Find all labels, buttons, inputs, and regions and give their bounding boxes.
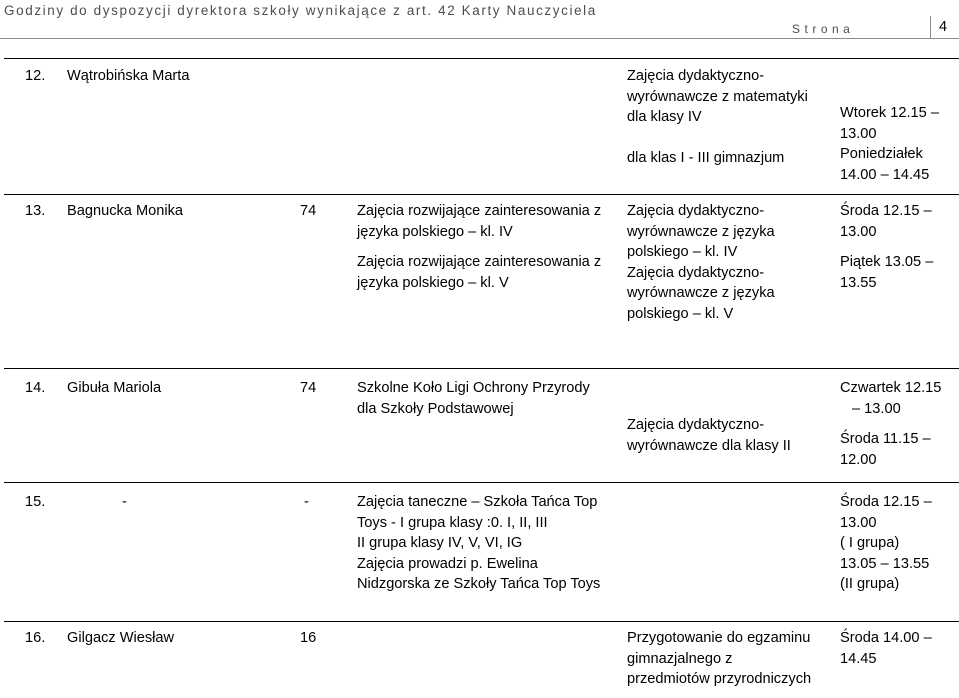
schedule-line: (II grupa) <box>840 576 900 593</box>
schedule-line: ( I grupa) <box>840 535 900 552</box>
development-line: Toys - I grupa klasy :0. I, II, III <box>357 514 548 531</box>
schedule-line: Środa 12.15 – <box>840 494 932 510</box>
schedule-line: 14.00 – 14.45 <box>840 166 930 183</box>
compensatory-line: Zajęcia dydaktyczno- <box>627 68 765 84</box>
teacher-name: Bagnucka Monika <box>67 203 184 219</box>
development-line: Zajęcia taneczne – Szkoła Tańca Top <box>357 494 598 510</box>
schedule-line: 13.55 <box>840 274 877 291</box>
compensatory-classes <box>627 415 791 456</box>
compensatory-line: Zajęcia dydaktyczno- <box>627 417 765 433</box>
compensatory-classes <box>627 201 775 325</box>
row-divider <box>4 194 959 195</box>
schedule-line: 12.00 <box>840 451 877 468</box>
hours: 16 <box>300 630 317 646</box>
hours: 74 <box>300 203 317 219</box>
row-divider <box>4 368 959 369</box>
schedule-line: 13.00 <box>840 514 877 531</box>
row-divider <box>4 58 959 59</box>
row-divider <box>4 621 959 622</box>
development-classes <box>357 378 590 419</box>
compensatory-classes <box>627 628 811 690</box>
schedule-line: Poniedziałek <box>840 146 923 163</box>
schedule <box>840 201 933 293</box>
compensatory-line: polskiego – kl. V <box>627 305 734 322</box>
hours: 74 <box>300 380 317 396</box>
development-classes <box>357 201 601 293</box>
development-line: Szkolne Koło Ligi Ochrony Przyrody <box>357 380 590 396</box>
development-line: Zajęcia prowadzi p. Ewelina <box>357 555 538 572</box>
development-line: Zajęcia rozwijające zainteresowania z <box>357 203 602 219</box>
development-line: dla Szkoły Podstawowej <box>357 400 514 417</box>
schedule-line: 14.45 <box>840 650 877 667</box>
compensatory-line: polskiego – kl. IV <box>627 244 738 261</box>
header-divider <box>0 38 959 39</box>
schedule-line: Środa 14.00 – <box>840 630 932 646</box>
development-classes <box>357 492 600 595</box>
teacher-name: Wątrobińska Marta <box>67 68 190 84</box>
development-line: Nidzgorska ze Szkoły Tańca Top Toys <box>357 576 601 593</box>
schedule-line: – 13.00 <box>852 400 901 417</box>
development-line: języka polskiego – kl. V <box>357 274 509 291</box>
schedule-line: Środa 12.15 – <box>840 203 932 219</box>
compensatory-line: Przygotowanie do egzaminu <box>627 630 811 646</box>
header-title: Godziny do dyspozycji dyrektora szkoły wynikające z art. 42 Karty Nauczyciela <box>4 3 597 18</box>
schedule-line: Piątek 13.05 – <box>840 254 934 271</box>
header-page-label: Strona <box>792 22 855 36</box>
schedule-line: Środa 11.15 – <box>840 431 931 448</box>
teacher-name: Gilgacz Wiesław <box>67 630 175 646</box>
development-line: języka polskiego – kl. IV <box>357 223 513 240</box>
schedule-line: Czwartek 12.15 <box>840 380 942 396</box>
header-page-number: 4 <box>930 16 947 38</box>
schedule <box>840 378 941 470</box>
hours: - <box>304 494 309 510</box>
schedule <box>840 628 932 669</box>
row-number: 14. <box>25 380 46 396</box>
schedule-line: 13.05 – 13.55 <box>840 555 930 572</box>
schedule <box>840 103 939 185</box>
development-line: II grupa klasy IV, V, VI, IG <box>357 535 523 552</box>
development-line: Zajęcia rozwijające zainteresowania z <box>357 254 602 271</box>
row-number: 12. <box>25 68 46 84</box>
compensatory-line: wyrównawcze dla klasy II <box>627 437 791 454</box>
row-number: 13. <box>25 203 46 219</box>
compensatory-line: wyrównawcze z języka <box>627 285 775 302</box>
compensatory-line: gimnazjalnego z <box>627 650 733 667</box>
page-header <box>0 0 959 38</box>
row-number: 16. <box>25 630 46 646</box>
teacher-name: - <box>122 494 127 510</box>
compensatory-line: Zajęcia dydaktyczno- <box>627 264 765 281</box>
row-number: 15. <box>25 494 46 510</box>
compensatory-line: wyrównawcze z języka <box>627 223 775 240</box>
schedule-line: 13.00 <box>840 125 877 142</box>
compensatory-classes <box>627 66 808 168</box>
schedule-line: 13.00 <box>840 223 877 240</box>
compensatory-line: przedmiotów przyrodniczych <box>627 671 812 688</box>
compensatory-line: dla klas I - III gimnazjum <box>627 149 785 166</box>
compensatory-line: dla klasy IV <box>627 109 702 126</box>
compensatory-line: wyrównawcze z matematyki <box>627 88 808 105</box>
compensatory-line: Zajęcia dydaktyczno- <box>627 203 765 219</box>
row-divider <box>4 482 959 483</box>
schedule <box>840 492 932 595</box>
teacher-name: Gibuła Mariola <box>67 380 162 396</box>
schedule-line: Wtorek 12.15 – <box>840 105 939 121</box>
